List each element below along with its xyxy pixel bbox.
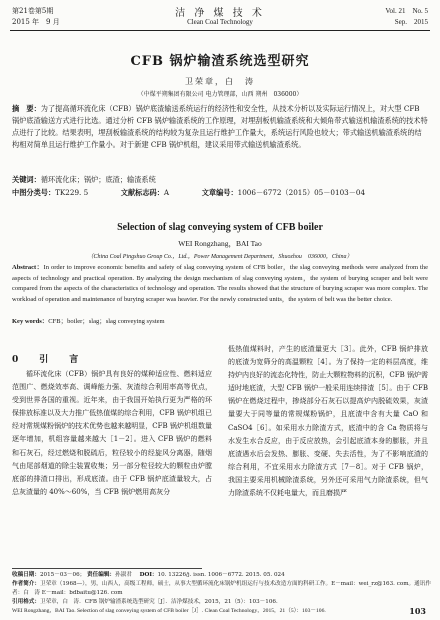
doi-label: DOI： — [139, 572, 158, 578]
english-keywords-text: CFB；boiler；slag；slag conveying system — [48, 318, 165, 325]
journal-name-cn: 洁 净 煤 技 术 — [175, 8, 265, 19]
bio-label: 作者简介： — [12, 581, 40, 587]
english-keywords-label: Key words： — [12, 318, 49, 325]
body-column-left — [12, 368, 212, 499]
english-abstract-label: Abstract： — [12, 264, 44, 271]
abstract-text-cn: 为了提高循环流化床（CFB）锅炉底渣输送系统运行的经济性和安全性，从技术分析以及实际运行情况上，对大型 CFB 锅炉底渣输送方式进行比选。通过分析 CFB 锅炉输渣系统的工作原理，对埋刮板机输渣系统和大倾角带式输送机输渣系统的技术特点进行了比较。结果表明，埋刮板输渣系统的结构较为复杂且运行维护工作量大，系统运行风险也较大；带式输送机输渣系统的结构相对简单且运行维护工作量小。对于新建 CFB 锅炉机组，建议采用带式输送机输渣系统。 — [12, 104, 428, 149]
keywords-label-cn: 关键词： — [12, 175, 41, 184]
page-number: 103 — [409, 606, 426, 616]
english-affiliation: （China Coal Pingshuo Group Co.，Ltd.，Power Management Department，Shuozhou 036000，China） — [87, 254, 353, 260]
affiliation-cn: （中煤平朔集团有限公司 电力管理部，山西 朔州 036000） — [137, 91, 303, 98]
doi-value: 10. 13226/j. issn. 1006－6772. 2015. 05. 024 — [157, 572, 285, 578]
article-title: CFB 锅炉输渣系统选型研究 — [130, 54, 310, 69]
clc-label: 中图分类号： — [12, 188, 56, 197]
bio-text: 卫荣章（1968—），男，山西人，高级工程师，硕士，从事大型循环流化床锅炉机组运行与技术改造方面的科研工作。E－mail：wei_rz@163. com。通讯作者：白 涛 E－mail：bdbaitu@126. com — [12, 581, 431, 596]
date-en: Sep. 2015 — [394, 18, 428, 26]
citation-cn — [12, 598, 432, 607]
articleno-value: 1006－6772（2015）05－0103－04 — [237, 188, 366, 197]
keywords-cn — [12, 175, 156, 185]
received-date: 2015－03－06； — [39, 572, 86, 578]
volume-issue-cn: 第21卷第5期 — [12, 7, 54, 15]
body-paragraph: 低热值煤料时，产生的底渣量更大［3］。此外，CFB 锅炉排放的底渣为宽筛分的高温颗粒［4］。为了保持一定的料层高度，维持炉内良好的流态化特性，防止大颗粒物料的沉积，CFB 锅炉需适时地底渣，大型 CFB 锅炉一般采用连续排渣［5］。由于 CFB 锅炉在燃烧过程中，掺烧部分石灰石以提高炉内脱硫效果，灰渣量要大于同等量的常规煤粉锅炉，且底渣中含有大量 CaO 和 CaSO4［6］。如采用水力除渣方式，底渣中的含 Ca 物质将与水发生水合反应，由于反应放热，会引起底渣本身的膨胀，并且底渣遇水后会发热、膨胀、变硬、失去活性，为了不影响底渣的综合利用，不宜采用水力除渣方式［7－8］。对于 CFB 锅炉，我国主要采用机械除渣系统，另外还可采用气力除渣系统，但气力除渣系统不仅耗电量大，而且磨损严 — [228, 345, 428, 498]
header-rule — [10, 30, 430, 31]
authors-cn: 卫荣章，白 涛 — [185, 77, 255, 86]
body-column-right — [228, 343, 428, 500]
classification-line — [12, 188, 365, 198]
author-bio — [12, 580, 432, 598]
journal-name-en: Clean Coal Technology — [187, 18, 253, 26]
running-header — [0, 0, 440, 34]
footnotes — [12, 571, 432, 616]
articleno-label: 文章编号： — [201, 188, 238, 197]
received-label: 收稿日期： — [12, 572, 40, 578]
clc-value: TK229. 5 — [55, 188, 89, 197]
citation-text-cn: 卫荣章，白 涛．CFB 锅炉输渣系统选型研究［J］．洁净煤技术，2015，21（5）：103－106． — [39, 599, 282, 605]
english-abstract-text: In order to improve economic benefits and safety of slag conveying system of CFB boiler，the slag conveying methods were analyzed from the aspects of technology and practical operation. By analyzing the design mechanism of slag conveying system，the system of burying scraper and belt were compared from the aspects of the characteristics of technology and operation. The results showed that the structure of burying scraper was more complex. The workload of operation and maintenance of burying scraper was heavier. For the newly constructed units，the system of belt was the better choice. — [12, 264, 428, 303]
english-authors: WEI Rongzhang，BAI Tao — [178, 239, 262, 248]
abstract-cn — [12, 103, 428, 151]
received-line — [12, 571, 432, 580]
english-keywords — [12, 316, 165, 325]
section-heading: 0 引 言 — [12, 355, 85, 365]
citation-label: 引用格式： — [12, 599, 40, 605]
date-cn: 2015 年 9 月 — [12, 18, 60, 26]
english-abstract — [12, 263, 428, 305]
footnote-rule — [12, 568, 202, 569]
doccode-value: A — [163, 188, 170, 197]
editor-name: 孙淑君 — [115, 572, 132, 578]
doccode-label: 文献标志码： — [120, 188, 164, 197]
abstract-label-cn: 摘 要： — [12, 104, 41, 113]
editor-label: 责任编辑： — [87, 572, 116, 578]
body-paragraph: 循环流化床（CFB）锅炉具有良好的煤种适应性、燃料适应范围广、燃烧效率高、调峰能力强、灰渣综合利用率高等优点，受到世界各国的重视。近年来，由于我国开始执行更为严格的环保排放标准以及大力推广低热值煤的综合利用，CFB 锅炉机组已经对常规煤粉锅炉的技术优势也越来越明显，CFB 锅炉机组数量逐年增加，机组容量越来越大［1－2］。进入 CFB 锅炉的燃料和石灰石，经过燃烧和脱硫后，粒径较小的经旋风分离器，随烟气由尾部烟道的除尘装置收集；另一部分粒径较大的颗粒由炉膛底部的排渣口排出，形成底渣。由于 CFB 锅炉底渣量较大，占总灰渣量的 40%～60%，当 CFB 锅炉燃用高灰分 — [12, 370, 212, 496]
citation-en: WEI Rongzhang，BAI Tao. Selection of slag conveying system of CFB boiler［J］. Clean Coal Technology，2015，21（5）：103－106. — [12, 608, 326, 614]
keywords-text-cn: 循环流化床；锅炉；底渣；输渣系统 — [40, 175, 156, 184]
english-title: Selection of slag conveying system of CFB boiler — [117, 222, 323, 233]
volume-issue-en: Vol. 21 No. 5 — [385, 7, 428, 15]
